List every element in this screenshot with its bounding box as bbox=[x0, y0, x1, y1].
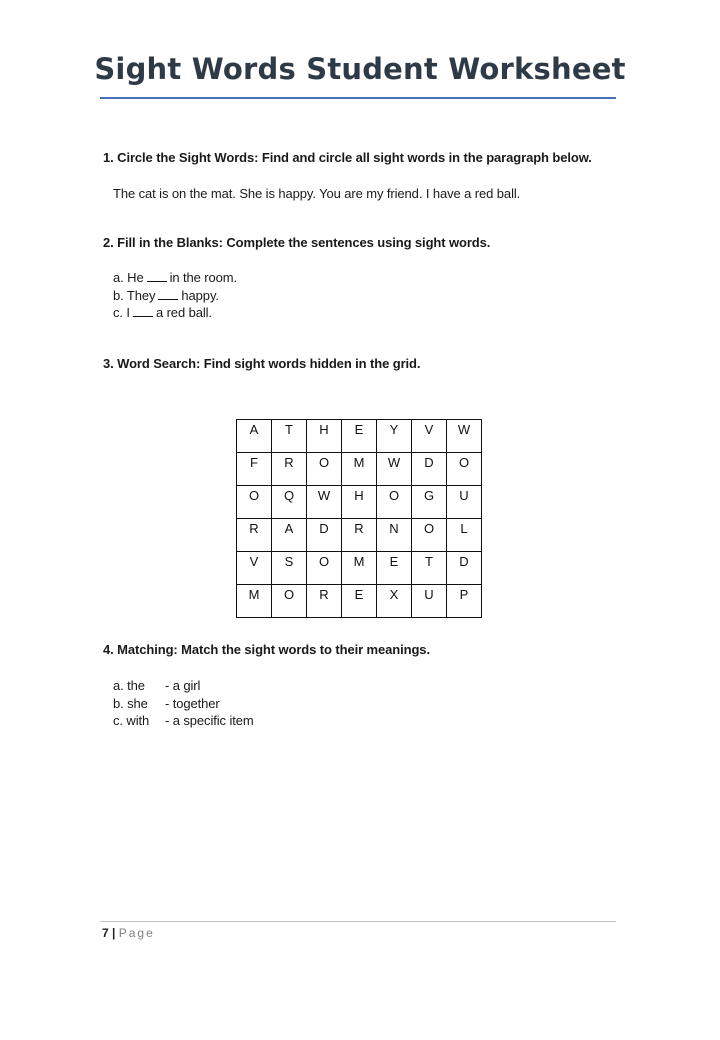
grid-cell: M bbox=[342, 453, 377, 486]
grid-cell: R bbox=[307, 585, 342, 618]
section-3-heading: 3. Word Search: Find sight words hidden in the grid. bbox=[103, 356, 421, 371]
section-1-paragraph: The cat is on the mat. She is happy. You are my friend. I have a red ball. bbox=[113, 186, 521, 201]
grid-cell: E bbox=[342, 420, 377, 453]
grid-cell: M bbox=[342, 552, 377, 585]
page-label: Page bbox=[118, 926, 155, 940]
grid-cell: O bbox=[272, 585, 307, 618]
fill-blank-after: a red ball. bbox=[155, 305, 212, 320]
fill-blank-after: in the room. bbox=[169, 270, 238, 285]
fill-blank-before: a. He bbox=[113, 270, 144, 285]
matching-item bbox=[113, 712, 254, 730]
blank-line bbox=[158, 288, 178, 300]
footer-separator: | bbox=[112, 926, 116, 940]
grid-cell: W bbox=[377, 453, 412, 486]
worksheet-title: Sight Words Student Worksheet bbox=[94, 52, 626, 86]
grid-cell: W bbox=[447, 420, 482, 453]
fill-blank-before: b. They bbox=[113, 287, 156, 303]
matching-word: c. with bbox=[113, 713, 150, 728]
section-2-heading: 2. Fill in the Blanks: Complete the sentences using sight words. bbox=[103, 235, 491, 250]
grid-row bbox=[237, 519, 482, 552]
matching-meaning: - a girl bbox=[165, 678, 201, 693]
matching-item bbox=[113, 677, 254, 695]
footer-rule bbox=[100, 921, 616, 922]
matching-meaning: - a specific item bbox=[165, 713, 254, 728]
section-1-heading: 1. Circle the Sight Words: Find and circle all sight words in the paragraph below. bbox=[103, 150, 592, 165]
grid-cell: N bbox=[377, 519, 412, 552]
fill-blank-item bbox=[113, 269, 237, 287]
grid-cell: W bbox=[307, 486, 342, 519]
grid-row bbox=[237, 453, 482, 486]
grid-cell: X bbox=[377, 585, 412, 618]
matching-meaning: - together bbox=[165, 695, 220, 711]
grid-cell: V bbox=[237, 552, 272, 585]
grid-cell: U bbox=[412, 585, 447, 618]
matching-word: b. she bbox=[113, 695, 148, 711]
section-4-heading: 4. Matching: Match the sight words to their meanings. bbox=[103, 642, 430, 657]
title-underline bbox=[100, 97, 616, 99]
blank-line bbox=[133, 305, 153, 317]
grid-cell: G bbox=[412, 486, 447, 519]
matching-list bbox=[113, 677, 254, 730]
word-search-grid bbox=[236, 419, 482, 618]
grid-cell: A bbox=[237, 420, 272, 453]
blank-line bbox=[147, 270, 167, 282]
matching-word: a. the bbox=[113, 678, 145, 693]
grid-cell: D bbox=[447, 552, 482, 585]
grid-cell: M bbox=[237, 585, 272, 618]
grid-cell: O bbox=[307, 552, 342, 585]
fill-blank-item bbox=[113, 287, 237, 305]
grid-cell: H bbox=[342, 486, 377, 519]
grid-cell: E bbox=[342, 585, 377, 618]
grid-row bbox=[237, 486, 482, 519]
grid-cell: R bbox=[272, 453, 307, 486]
grid-cell: S bbox=[272, 552, 307, 585]
grid-cell: V bbox=[412, 420, 447, 453]
page-number: 7 bbox=[102, 926, 109, 940]
grid-cell: R bbox=[342, 519, 377, 552]
grid-cell: R bbox=[237, 519, 272, 552]
grid-row bbox=[237, 585, 482, 618]
grid-cell: E bbox=[377, 552, 412, 585]
grid-cell: L bbox=[447, 519, 482, 552]
grid-cell: U bbox=[447, 486, 482, 519]
grid-cell: H bbox=[307, 420, 342, 453]
fill-blank-after: happy. bbox=[181, 287, 219, 303]
page-footer bbox=[102, 926, 155, 940]
grid-cell: O bbox=[447, 453, 482, 486]
grid-row bbox=[237, 552, 482, 585]
grid-cell: O bbox=[377, 486, 412, 519]
grid-cell: O bbox=[307, 453, 342, 486]
grid-cell: Y bbox=[377, 420, 412, 453]
grid-cell: D bbox=[307, 519, 342, 552]
grid-cell: D bbox=[412, 453, 447, 486]
grid-cell: O bbox=[412, 519, 447, 552]
grid-row bbox=[237, 420, 482, 453]
fill-blank-item bbox=[113, 304, 237, 322]
grid-cell: Q bbox=[272, 486, 307, 519]
fill-blanks-list bbox=[113, 269, 237, 322]
matching-item bbox=[113, 695, 254, 713]
grid-cell: F bbox=[237, 453, 272, 486]
fill-blank-before: c. I bbox=[113, 305, 130, 320]
grid-cell: T bbox=[272, 420, 307, 453]
grid-cell: T bbox=[412, 552, 447, 585]
grid-cell: P bbox=[447, 585, 482, 618]
grid-cell: A bbox=[272, 519, 307, 552]
grid-cell: O bbox=[237, 486, 272, 519]
